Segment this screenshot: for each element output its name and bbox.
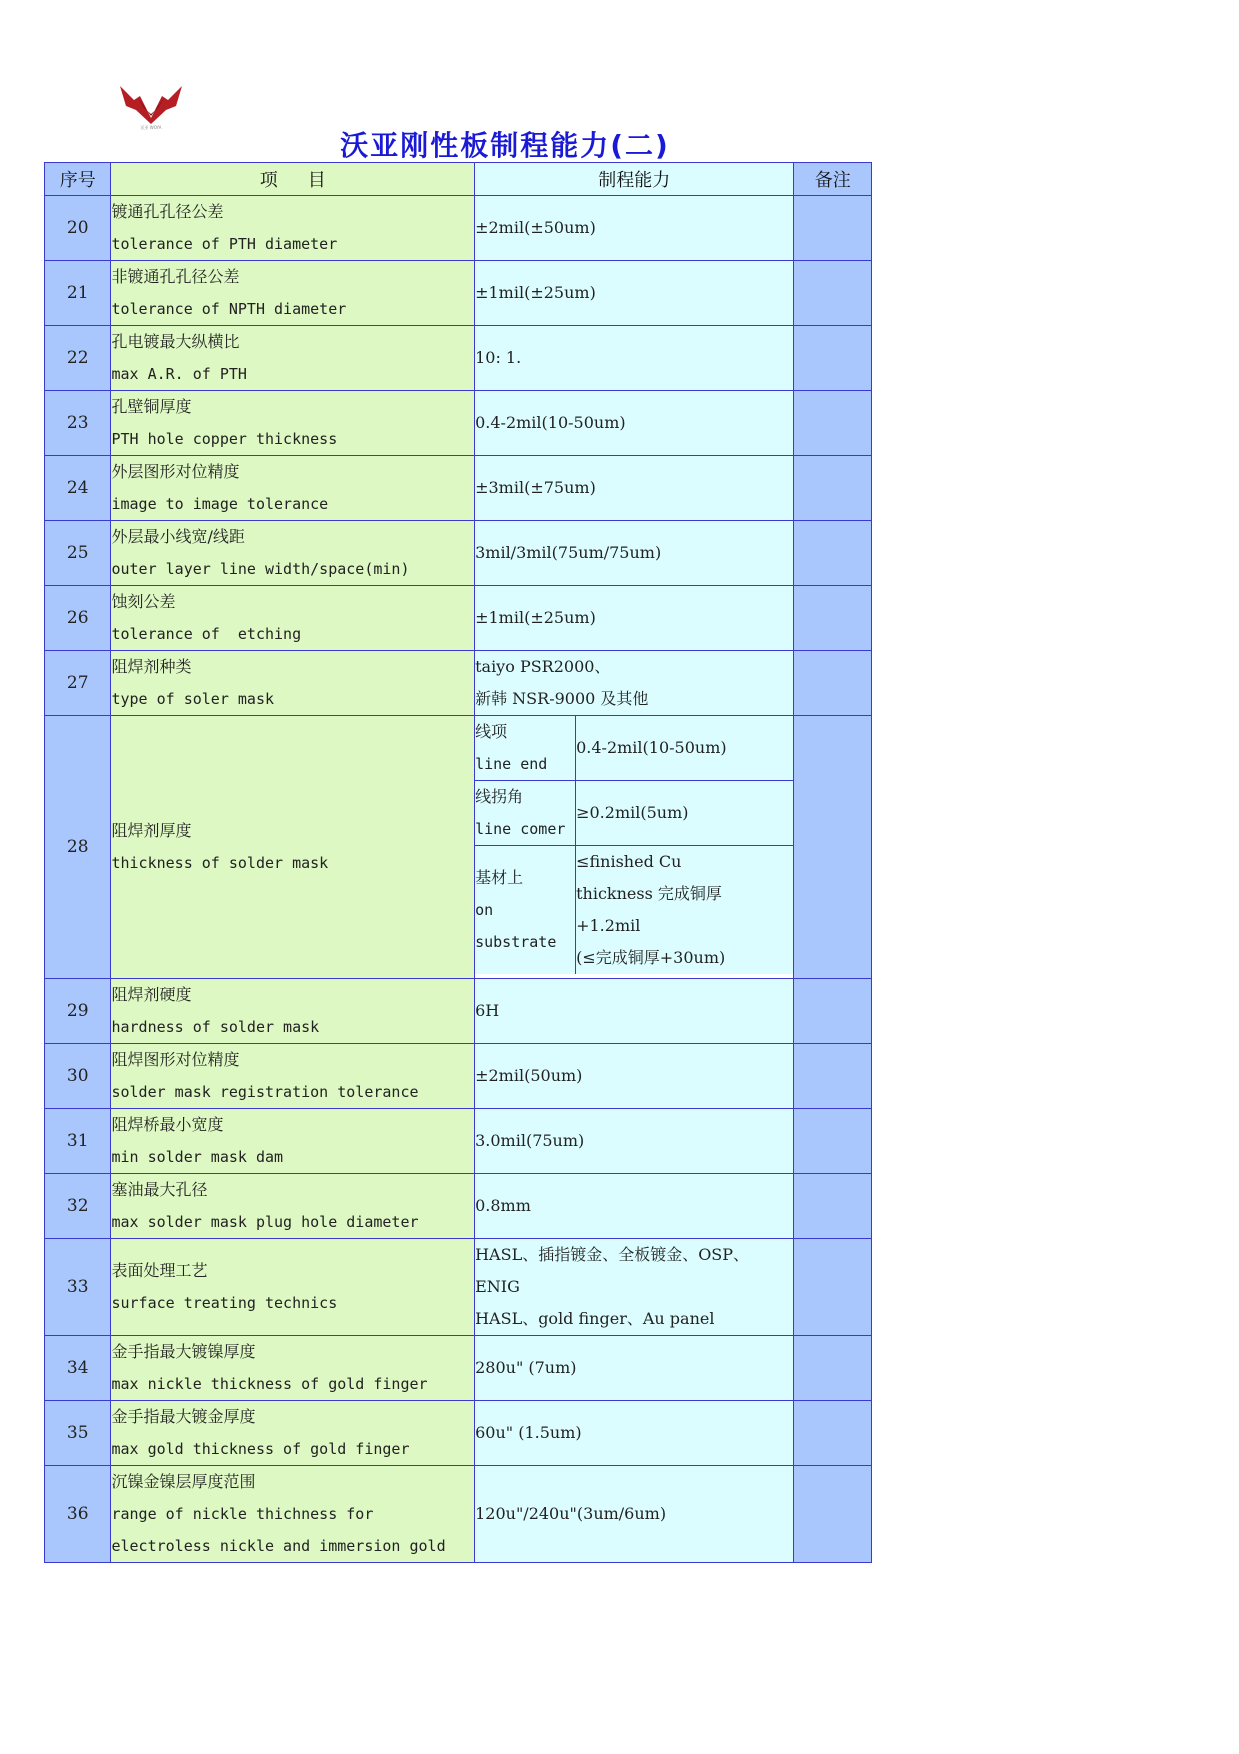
row-number: 21	[45, 261, 111, 326]
table-row	[45, 586, 872, 651]
item-cell	[111, 1109, 475, 1174]
sub-value-line: thickness 完成铜厚	[576, 884, 722, 903]
item-en: max gold thickness of gold finger	[111, 1440, 410, 1458]
item-cell	[111, 979, 475, 1044]
sub-value: ≥0.2mil(5um)	[576, 803, 689, 822]
sub-value-line: +1.2mil	[576, 916, 641, 935]
sub-item-zh: 线拐角	[475, 787, 524, 806]
logo-icon	[118, 84, 184, 124]
capability-value: ±2mil(±50um)	[475, 218, 596, 237]
note-cell	[794, 261, 872, 326]
item-en: solder mask registration tolerance	[111, 1083, 419, 1101]
row-number: 32	[45, 1174, 111, 1239]
process-capability-table	[44, 162, 872, 1563]
header-capability: 制程能力	[475, 163, 794, 196]
capability-cell	[475, 196, 794, 261]
table-row	[45, 326, 872, 391]
sub-value-cell	[576, 846, 794, 975]
row-number: 35	[45, 1401, 111, 1466]
capability-cell	[475, 1109, 794, 1174]
item-zh: 孔电镀最大纵横比	[111, 332, 240, 351]
note-cell	[794, 1239, 872, 1336]
item-cell	[111, 1336, 475, 1401]
sub-value-line: ≤finished Cu	[576, 852, 682, 871]
table-row	[45, 979, 872, 1044]
item-zh: 表面处理工艺	[111, 1261, 208, 1280]
subtable-row	[475, 781, 793, 846]
table-header-row	[45, 163, 872, 196]
sub-value-cell	[576, 716, 794, 781]
item-en: tolerance of NPTH diameter	[111, 300, 347, 318]
item-zh: 外层最小线宽/线距	[111, 527, 245, 546]
note-cell	[794, 1336, 872, 1401]
item-zh: 阻焊图形对位精度	[111, 1050, 240, 1069]
item-en: tolerance of etching	[111, 625, 302, 643]
note-cell	[794, 979, 872, 1044]
row-number: 31	[45, 1109, 111, 1174]
item-cell	[111, 196, 475, 261]
sub-item-cell	[475, 846, 576, 975]
capability-cell	[475, 1044, 794, 1109]
item-cell	[111, 261, 475, 326]
item-zh: 外层图形对位精度	[111, 462, 240, 481]
capability-value: 60u" (1.5um)	[475, 1423, 582, 1442]
note-cell	[794, 326, 872, 391]
note-cell	[794, 196, 872, 261]
sub-value-line: (≤完成铜厚+30um)	[576, 948, 726, 967]
table-row	[45, 716, 872, 979]
item-cell	[111, 326, 475, 391]
item-en: electroless nickle and immersion gold	[111, 1537, 446, 1555]
logo-caption: 沃亚 WOYA	[140, 125, 162, 130]
row-number: 33	[45, 1239, 111, 1336]
row-number: 30	[45, 1044, 111, 1109]
capability-value: ±1mil(±25um)	[475, 283, 596, 302]
item-zh: 阻焊剂种类	[111, 657, 192, 676]
item-en: surface treating technics	[111, 1294, 338, 1312]
capability-subtable-cell	[475, 716, 794, 979]
header-note: 备注	[794, 163, 872, 196]
row-number: 26	[45, 586, 111, 651]
capability-line: 新韩 NSR-9000 及其他	[475, 689, 649, 708]
item-zh: 塞油最大孔径	[111, 1180, 208, 1199]
item-zh: 阻焊剂硬度	[111, 985, 192, 1004]
row-number: 36	[45, 1466, 111, 1563]
subtable-row	[475, 716, 793, 781]
note-cell	[794, 1109, 872, 1174]
item-en: PTH hole copper thickness	[111, 430, 338, 448]
item-zh: 金手指最大镀金厚度	[111, 1407, 256, 1426]
sub-item-zh: 基材上	[475, 868, 524, 887]
capability-value: ±1mil(±25um)	[475, 608, 596, 627]
item-cell	[111, 1239, 475, 1336]
item-en: max solder mask plug hole diameter	[111, 1213, 419, 1231]
row-number: 22	[45, 326, 111, 391]
item-en: max nickle thickness of gold finger	[111, 1375, 428, 1393]
capability-line: HASL、gold finger、Au panel	[475, 1309, 715, 1328]
note-cell	[794, 1466, 872, 1563]
item-cell	[111, 456, 475, 521]
capability-cell	[475, 651, 794, 716]
capability-value: 10: 1.	[475, 348, 522, 367]
row-number: 28	[45, 716, 111, 979]
item-en: min solder mask dam	[111, 1148, 284, 1166]
item-cell	[111, 651, 475, 716]
capability-cell	[475, 1174, 794, 1239]
capability-cell	[475, 261, 794, 326]
solder-mask-thickness-subtable	[475, 716, 793, 974]
capability-cell	[475, 521, 794, 586]
table-row	[45, 1044, 872, 1109]
table-row	[45, 1109, 872, 1174]
table-row	[45, 1336, 872, 1401]
item-en: thickness of solder mask	[111, 854, 329, 872]
sub-item-en: line comer	[475, 820, 566, 838]
note-cell	[794, 456, 872, 521]
note-cell	[794, 651, 872, 716]
item-en: max A.R. of PTH	[111, 365, 247, 383]
note-cell	[794, 1174, 872, 1239]
capability-line: HASL、插指镀金、全板镀金、OSP、	[475, 1245, 750, 1264]
item-en: type of soler mask	[111, 690, 275, 708]
capability-cell	[475, 1466, 794, 1563]
row-number: 25	[45, 521, 111, 586]
row-number: 29	[45, 979, 111, 1044]
capability-cell	[475, 979, 794, 1044]
table-row	[45, 1401, 872, 1466]
item-cell	[111, 521, 475, 586]
row-number: 27	[45, 651, 111, 716]
capability-line: taiyo PSR2000、	[475, 657, 611, 676]
table-row	[45, 456, 872, 521]
item-cell	[111, 1044, 475, 1109]
item-cell	[111, 1466, 475, 1563]
capability-value: 120u"/240u"(3um/6um)	[475, 1504, 667, 1523]
item-zh: 沉镍金镍层厚度范围	[111, 1472, 256, 1491]
note-cell	[794, 1401, 872, 1466]
capability-value: ±2mil(50um)	[475, 1066, 583, 1085]
capability-cell	[475, 326, 794, 391]
page-title: 沃亚刚性板制程能力(二)	[340, 129, 670, 162]
table-row	[45, 196, 872, 261]
table-row	[45, 1239, 872, 1336]
note-cell	[794, 716, 872, 979]
table-row	[45, 651, 872, 716]
item-en: outer layer line width/space(min)	[111, 560, 410, 578]
item-cell	[111, 391, 475, 456]
sub-item-cell	[475, 781, 576, 846]
subtable-row	[475, 846, 793, 975]
item-cell	[111, 1174, 475, 1239]
capability-value: ±3mil(±75um)	[475, 478, 596, 497]
sub-item-en: substrate	[475, 933, 557, 951]
note-cell	[794, 1044, 872, 1109]
item-zh: 镀通孔孔径公差	[111, 202, 224, 221]
note-cell	[794, 391, 872, 456]
item-zh: 阻焊桥最小宽度	[111, 1115, 224, 1134]
header-item: 项目	[111, 163, 475, 196]
sub-item-cell	[475, 716, 576, 781]
item-zh: 金手指最大镀镍厚度	[111, 1342, 256, 1361]
item-cell	[111, 1401, 475, 1466]
item-cell	[111, 586, 475, 651]
table-row	[45, 391, 872, 456]
item-en: image to image tolerance	[111, 495, 329, 513]
item-zh: 孔壁铜厚度	[111, 397, 192, 416]
table-row	[45, 521, 872, 586]
table-row	[45, 261, 872, 326]
item-en: tolerance of PTH diameter	[111, 235, 338, 253]
item-cell	[111, 716, 475, 979]
sub-value: 0.4-2mil(10-50um)	[576, 738, 727, 757]
header-no: 序号	[45, 163, 111, 196]
item-zh: 阻焊剂厚度	[111, 821, 192, 840]
table-row	[45, 1466, 872, 1563]
capability-cell	[475, 1336, 794, 1401]
sub-item-zh: 线项	[475, 722, 508, 741]
note-cell	[794, 586, 872, 651]
table-row	[45, 1174, 872, 1239]
row-number: 23	[45, 391, 111, 456]
capability-value: 0.8mm	[475, 1196, 531, 1215]
row-number: 24	[45, 456, 111, 521]
note-cell	[794, 521, 872, 586]
sub-item-en: line end	[475, 755, 548, 773]
sub-item-en: on	[475, 901, 494, 919]
row-number: 20	[45, 196, 111, 261]
item-en: range of nickle thichness for	[111, 1505, 374, 1523]
capability-cell	[475, 586, 794, 651]
capability-value: 0.4-2mil(10-50um)	[475, 413, 626, 432]
capability-cell	[475, 1239, 794, 1336]
capability-cell	[475, 1401, 794, 1466]
capability-value: 3.0mil(75um)	[475, 1131, 585, 1150]
item-zh: 蚀刻公差	[111, 592, 176, 611]
capability-line: ENIG	[475, 1277, 520, 1296]
capability-value: 3mil/3mil(75um/75um)	[475, 543, 662, 562]
sub-value-cell	[576, 781, 794, 846]
capability-cell	[475, 391, 794, 456]
capability-cell	[475, 456, 794, 521]
capability-value: 6H	[475, 1001, 500, 1020]
row-number: 34	[45, 1336, 111, 1401]
item-en: hardness of solder mask	[111, 1018, 320, 1036]
item-zh: 非镀通孔孔径公差	[111, 267, 240, 286]
capability-value: 280u" (7um)	[475, 1358, 577, 1377]
